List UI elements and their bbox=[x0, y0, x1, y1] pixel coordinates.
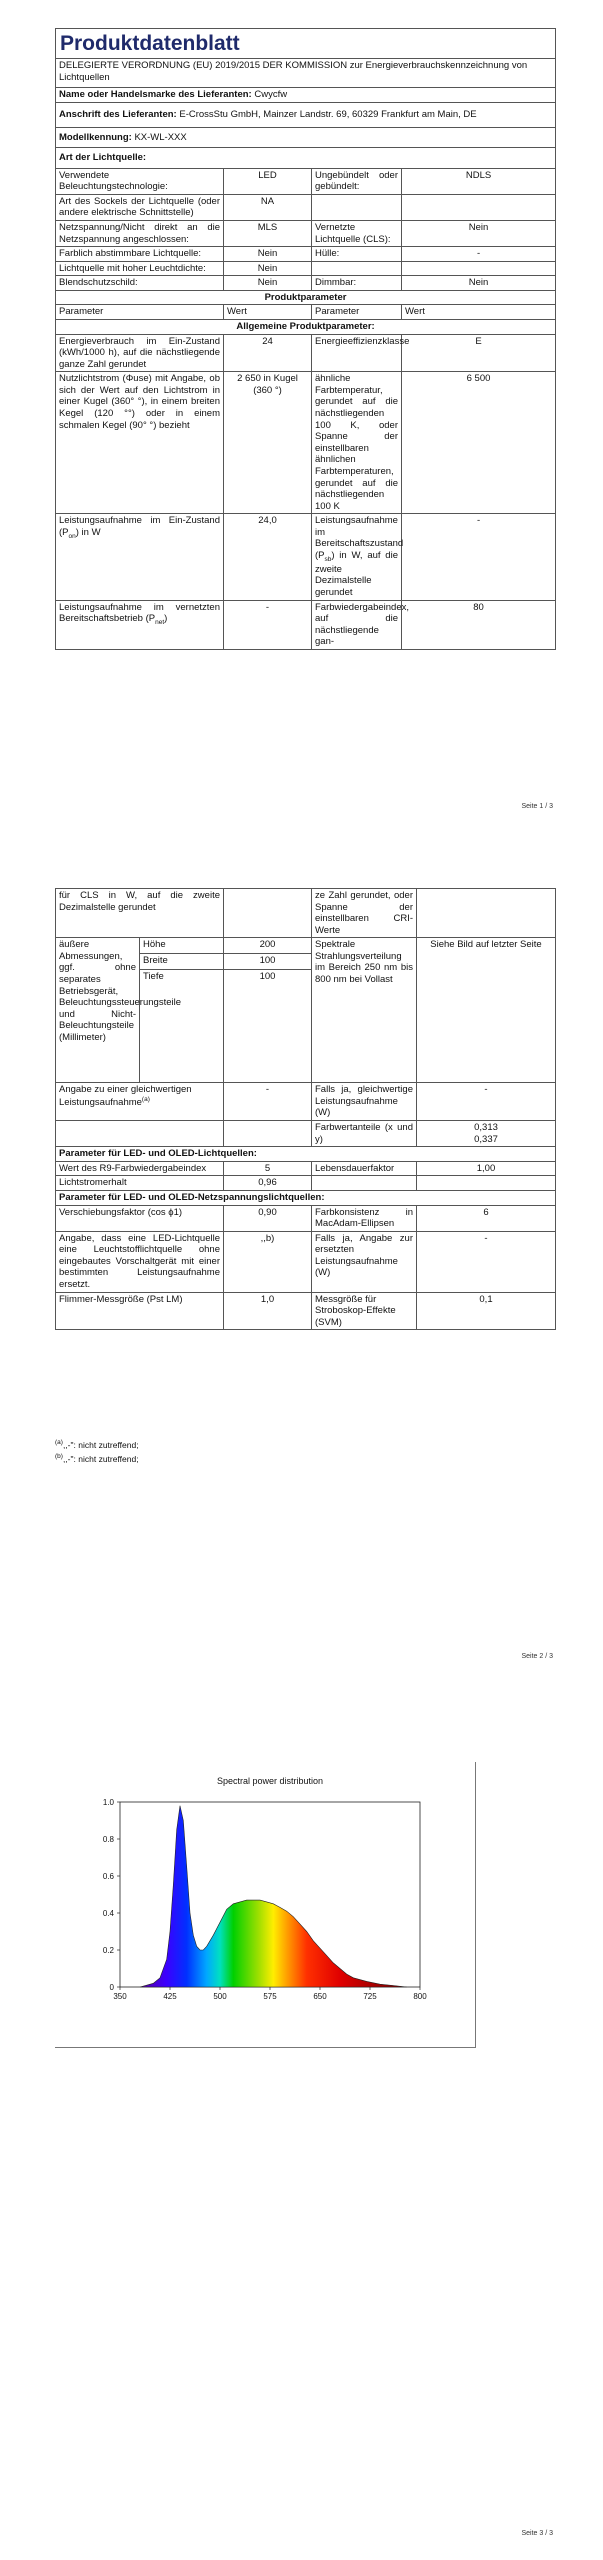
param-label: Farbkonsistenz in MacAdam-Ellipsen bbox=[312, 1205, 417, 1231]
param-label: Messgröße für Stroboskop-Effekte (SVM) bbox=[312, 1292, 417, 1330]
dimension-label: Breite bbox=[140, 954, 224, 970]
x-tick-label: 575 bbox=[263, 1992, 277, 2001]
table-row bbox=[56, 600, 556, 649]
param-value: 2 650 in Kugel (360 °) bbox=[224, 372, 312, 514]
table-row bbox=[56, 514, 556, 600]
model-row bbox=[56, 127, 556, 148]
param-label: Lichtquelle mit hoher Leuchtdichte: bbox=[56, 261, 224, 276]
param-label: ze Zahl gerundet, oder Spanne der einstellbaren CRI-Werte bbox=[312, 889, 417, 938]
y-tick-label: 1.0 bbox=[102, 1798, 114, 1807]
param-value: ,,b) bbox=[224, 1231, 312, 1292]
x-tick-label: 425 bbox=[163, 1992, 177, 2001]
param-label: ähnliche Farbtemperatur, gerundet auf die nächstliegenden 100 K, oder Spanne der einstellbaren ähnlichen Farbtemperaturen, gerundet auf die nächstliegenden 100 K bbox=[312, 372, 402, 514]
dimension-label: Tiefe bbox=[140, 970, 224, 1083]
standby-label-a: Leistungsaufnahme im Bereitschaftszustand (P bbox=[315, 515, 404, 561]
param-label: Verwendete Beleuchtungstechnologie: bbox=[56, 168, 224, 194]
param-label: Farblich abstimmbare Lichtquelle: bbox=[56, 247, 224, 262]
param-value: Nein bbox=[224, 261, 312, 276]
chroma-x-value: 0,313 bbox=[474, 1122, 498, 1134]
param-label: Farbwiedergabeindex, auf die nächstliegende gan- bbox=[312, 600, 402, 649]
equiv-label: Angabe zu einer gleichwertigen Leistungsaufnahme bbox=[59, 1084, 192, 1109]
table-row bbox=[56, 889, 556, 938]
mains-params-header: Parameter für LED- und OLED-Netzspannungslichtquellen: bbox=[56, 1190, 556, 1205]
regulation-text: DELEGIERTE VERORDNUNG (EU) 2019/2015 DER KOMMISSION zur Energieverbrauchskennzeichnung von Lichtquellen bbox=[56, 59, 556, 88]
param-label: Blendschutzschild: bbox=[56, 276, 224, 291]
param-value: 0,90 bbox=[224, 1205, 312, 1231]
param-value: 0,96 bbox=[224, 1176, 312, 1191]
supplier-name-row bbox=[56, 88, 556, 103]
model-label: Modellkennung: bbox=[59, 131, 132, 143]
table-row bbox=[56, 247, 556, 262]
param-label: Lebensdauerfaktor bbox=[312, 1161, 417, 1176]
param-value: 24 bbox=[224, 334, 312, 372]
table-row bbox=[56, 1176, 556, 1191]
page-number: Seite 1 / 3 bbox=[521, 803, 553, 810]
table-row bbox=[56, 1121, 556, 1147]
table-row bbox=[56, 261, 556, 276]
footnote-b bbox=[55, 1452, 139, 1466]
supplier-name-value: Cwycfw bbox=[254, 89, 288, 101]
table-row bbox=[56, 276, 556, 291]
x-tick-label: 350 bbox=[113, 1992, 127, 2001]
dimensions-label: äußere Abmessungen, ggf. ohne separates Betriebsgerät, Beleuchtungssteuerungsteile und Nicht-Beleuchtungsteile (Millimeter) bbox=[56, 938, 140, 1083]
table-row bbox=[56, 1083, 556, 1121]
param-label: Farbwertanteile (x und y) bbox=[312, 1121, 417, 1147]
on-mode-label-a: Leistungsaufnahme im Ein-Zustand (P bbox=[59, 515, 220, 538]
param-value: 6 bbox=[417, 1205, 556, 1231]
param-label: Vernetzte Lichtquelle (CLS): bbox=[312, 220, 402, 246]
param-label: Ungebündelt oder gebündelt: bbox=[312, 168, 402, 194]
product-params-header: Produktparameter bbox=[56, 290, 556, 305]
product-sheet-table-page-1 bbox=[55, 28, 556, 650]
param-value: Nein bbox=[402, 220, 556, 246]
standby-label-b: ) in W, auf die zweite Dezimalstelle gerundet bbox=[315, 550, 398, 598]
page-3 bbox=[0, 1740, 603, 2560]
x-tick-label: 800 bbox=[413, 1992, 427, 2001]
param-value: - bbox=[417, 1231, 556, 1292]
model-value: KX-WL-XXX bbox=[134, 131, 187, 143]
general-params-header: Allgemeine Produktparameter: bbox=[56, 320, 556, 335]
param-label bbox=[312, 1176, 417, 1191]
param-value: MLS bbox=[224, 220, 312, 246]
param-label bbox=[56, 1121, 224, 1147]
page-number: Seite 2 / 3 bbox=[521, 1653, 553, 1660]
supplier-address-row bbox=[56, 102, 556, 127]
supplier-name-label: Name oder Handelsmarke des Lieferanten: bbox=[59, 89, 252, 101]
dimension-label: Höhe bbox=[140, 938, 224, 954]
param-label bbox=[312, 194, 402, 220]
product-sheet-table-page-2 bbox=[55, 888, 556, 1330]
x-tick-label: 500 bbox=[213, 1992, 227, 2001]
x-tick-label: 725 bbox=[363, 1992, 377, 2001]
param-label: Hülle: bbox=[312, 247, 402, 262]
param-value: 6 500 bbox=[402, 372, 556, 514]
column-header-parameter: Parameter bbox=[56, 305, 224, 320]
param-label: Netzspannung/Nicht direkt an die Netzspannung angeschlossen: bbox=[56, 220, 224, 246]
y-tick-label: 0.4 bbox=[102, 1909, 114, 1918]
supplier-address-label: Anschrift des Lieferanten: bbox=[59, 108, 177, 120]
spectral-chart-frame bbox=[55, 1762, 476, 2048]
table-row bbox=[56, 938, 556, 954]
column-header-value: Wert bbox=[224, 305, 312, 320]
param-label: Lichtstromerhalt bbox=[56, 1176, 224, 1191]
param-value: NDLS bbox=[402, 168, 556, 194]
sheet-title: Produktdatenblatt bbox=[56, 29, 556, 59]
net-standby-label-a: Leistungsaufnahme im vernetzten Bereitschaftsbetrieb (P bbox=[59, 601, 220, 625]
x-tick-label: 650 bbox=[313, 1992, 327, 2001]
standby-label-sub: sb bbox=[324, 555, 332, 563]
param-value: - bbox=[402, 247, 556, 262]
param-label bbox=[56, 1083, 224, 1121]
param-label: Art des Sockels der Lichtquelle (oder andere elektrische Schnittstelle) bbox=[56, 194, 224, 220]
param-value bbox=[417, 889, 556, 938]
footnote-b-mark: (b) bbox=[55, 1452, 63, 1460]
table-row bbox=[56, 334, 556, 372]
page-1 bbox=[0, 0, 603, 830]
param-value: - bbox=[417, 1083, 556, 1121]
footnote-a-text: ,,-": nicht zutreffend; bbox=[62, 1439, 139, 1450]
param-value: 5 bbox=[224, 1161, 312, 1176]
chart-title: Spectral power distribution bbox=[216, 1776, 324, 1786]
spectral-value: Siehe Bild auf letzter Seite bbox=[417, 938, 556, 1083]
param-value bbox=[417, 1121, 556, 1147]
param-value: - bbox=[402, 514, 556, 600]
param-label: Falls ja, gleichwertige Leistungsaufnahme (W) bbox=[312, 1083, 417, 1121]
page-number: Seite 3 / 3 bbox=[521, 2530, 553, 2537]
chroma-y-value: 0,337 bbox=[474, 1133, 498, 1145]
param-label bbox=[312, 514, 402, 600]
param-label bbox=[312, 261, 402, 276]
dimension-value: 100 bbox=[224, 954, 312, 970]
param-value: LED bbox=[224, 168, 312, 194]
on-mode-label-sub: on bbox=[68, 532, 76, 540]
param-label: Verschiebungsfaktor (cos ϕ1) bbox=[56, 1205, 224, 1231]
param-value: NA bbox=[224, 194, 312, 220]
table-row bbox=[56, 1161, 556, 1176]
param-label: Wert des R9-Farbwiedergabeindex bbox=[56, 1161, 224, 1176]
table-row bbox=[56, 1205, 556, 1231]
table-row bbox=[56, 372, 556, 514]
footnotes bbox=[55, 1438, 139, 1465]
net-standby-label-sub: net bbox=[155, 619, 165, 627]
param-label bbox=[56, 514, 224, 600]
param-value: - bbox=[224, 1083, 312, 1121]
param-label: Angabe, dass eine LED-Lichtquelle eine Leuchtstofflichtquelle ohne eingebautes Vorschaltgerät mit einer bestimmten Leistungsaufnahme ersetzt. bbox=[56, 1231, 224, 1292]
net-standby-label-b: ) bbox=[164, 613, 168, 625]
supplier-address-value: E-CrossStu GmbH, Mainzer Landstr. 69, 60329 Frankfurt am Main, DE bbox=[179, 108, 477, 120]
param-value bbox=[224, 889, 312, 938]
equiv-label-sup: (a) bbox=[141, 1095, 150, 1103]
spectral-chart bbox=[55, 1762, 475, 2047]
table-row bbox=[56, 1292, 556, 1330]
param-label: Falls ja, Angabe zur ersetzten Leistungsaufnahme (W) bbox=[312, 1231, 417, 1292]
table-row bbox=[56, 168, 556, 194]
y-tick-label: 0 bbox=[109, 1983, 114, 1992]
param-value bbox=[417, 1176, 556, 1191]
page-2 bbox=[0, 880, 603, 1720]
param-value bbox=[402, 194, 556, 220]
param-label: Nutzlichtstrom (Φuse) mit Angabe, ob sich der Wert auf den Lichtstrom in einer Kugel (360° °), in einem breiten Kegel (120 °°) oder in einem schmalen Kegel (90° °) bezieht bbox=[56, 372, 224, 514]
footnote-a bbox=[55, 1438, 139, 1452]
y-tick-label: 0.8 bbox=[102, 1835, 114, 1844]
param-label bbox=[56, 600, 224, 649]
led-params-header: Parameter für LED- und OLED-Lichtquellen: bbox=[56, 1147, 556, 1162]
param-value: Nein bbox=[224, 247, 312, 262]
param-value: 24,0 bbox=[224, 514, 312, 600]
param-value: E bbox=[402, 334, 556, 372]
table-row bbox=[56, 220, 556, 246]
column-header-parameter: Parameter bbox=[312, 305, 402, 320]
param-value: Nein bbox=[224, 276, 312, 291]
param-value: Nein bbox=[402, 276, 556, 291]
param-value bbox=[402, 261, 556, 276]
param-label: für CLS in W, auf die zweite Dezimalstelle gerundet bbox=[56, 889, 224, 938]
light-source-type-header: Art der Lichtquelle: bbox=[56, 148, 556, 169]
footnote-b-text: ,,-": nicht zutreffend; bbox=[62, 1453, 139, 1464]
param-label: Energieverbrauch im Ein-Zustand (kWh/1000 h), auf die nächstliegende ganze Zahl gerundet bbox=[56, 334, 224, 372]
column-header-value: Wert bbox=[402, 305, 556, 320]
param-value bbox=[224, 1121, 312, 1147]
param-value: 1,00 bbox=[417, 1161, 556, 1176]
table-header-row bbox=[56, 305, 556, 320]
y-tick-label: 0.2 bbox=[102, 1946, 114, 1955]
plot-area bbox=[103, 1798, 427, 2001]
footnote-a-mark: (a) bbox=[55, 1439, 63, 1446]
param-value: - bbox=[224, 600, 312, 649]
dimension-value: 200 bbox=[224, 938, 312, 954]
param-value: 0,1 bbox=[417, 1292, 556, 1330]
param-label: Energieeffizienzklasse bbox=[312, 334, 402, 372]
on-mode-label-b: ) in W bbox=[75, 526, 101, 538]
spectral-label: Spektrale Strahlungsverteilung im Bereich 250 nm bis 800 nm bei Vollast bbox=[312, 938, 417, 1083]
dimension-value: 100 bbox=[224, 970, 312, 1083]
spectral-area bbox=[140, 1806, 407, 1987]
table-row bbox=[56, 1231, 556, 1292]
param-label: Dimmbar: bbox=[312, 276, 402, 291]
y-tick-label: 0.6 bbox=[102, 1872, 114, 1881]
table-row bbox=[56, 194, 556, 220]
param-label: Flimmer-Messgröße (Pst LM) bbox=[56, 1292, 224, 1330]
param-value: 1,0 bbox=[224, 1292, 312, 1330]
param-value: 80 bbox=[402, 600, 556, 649]
